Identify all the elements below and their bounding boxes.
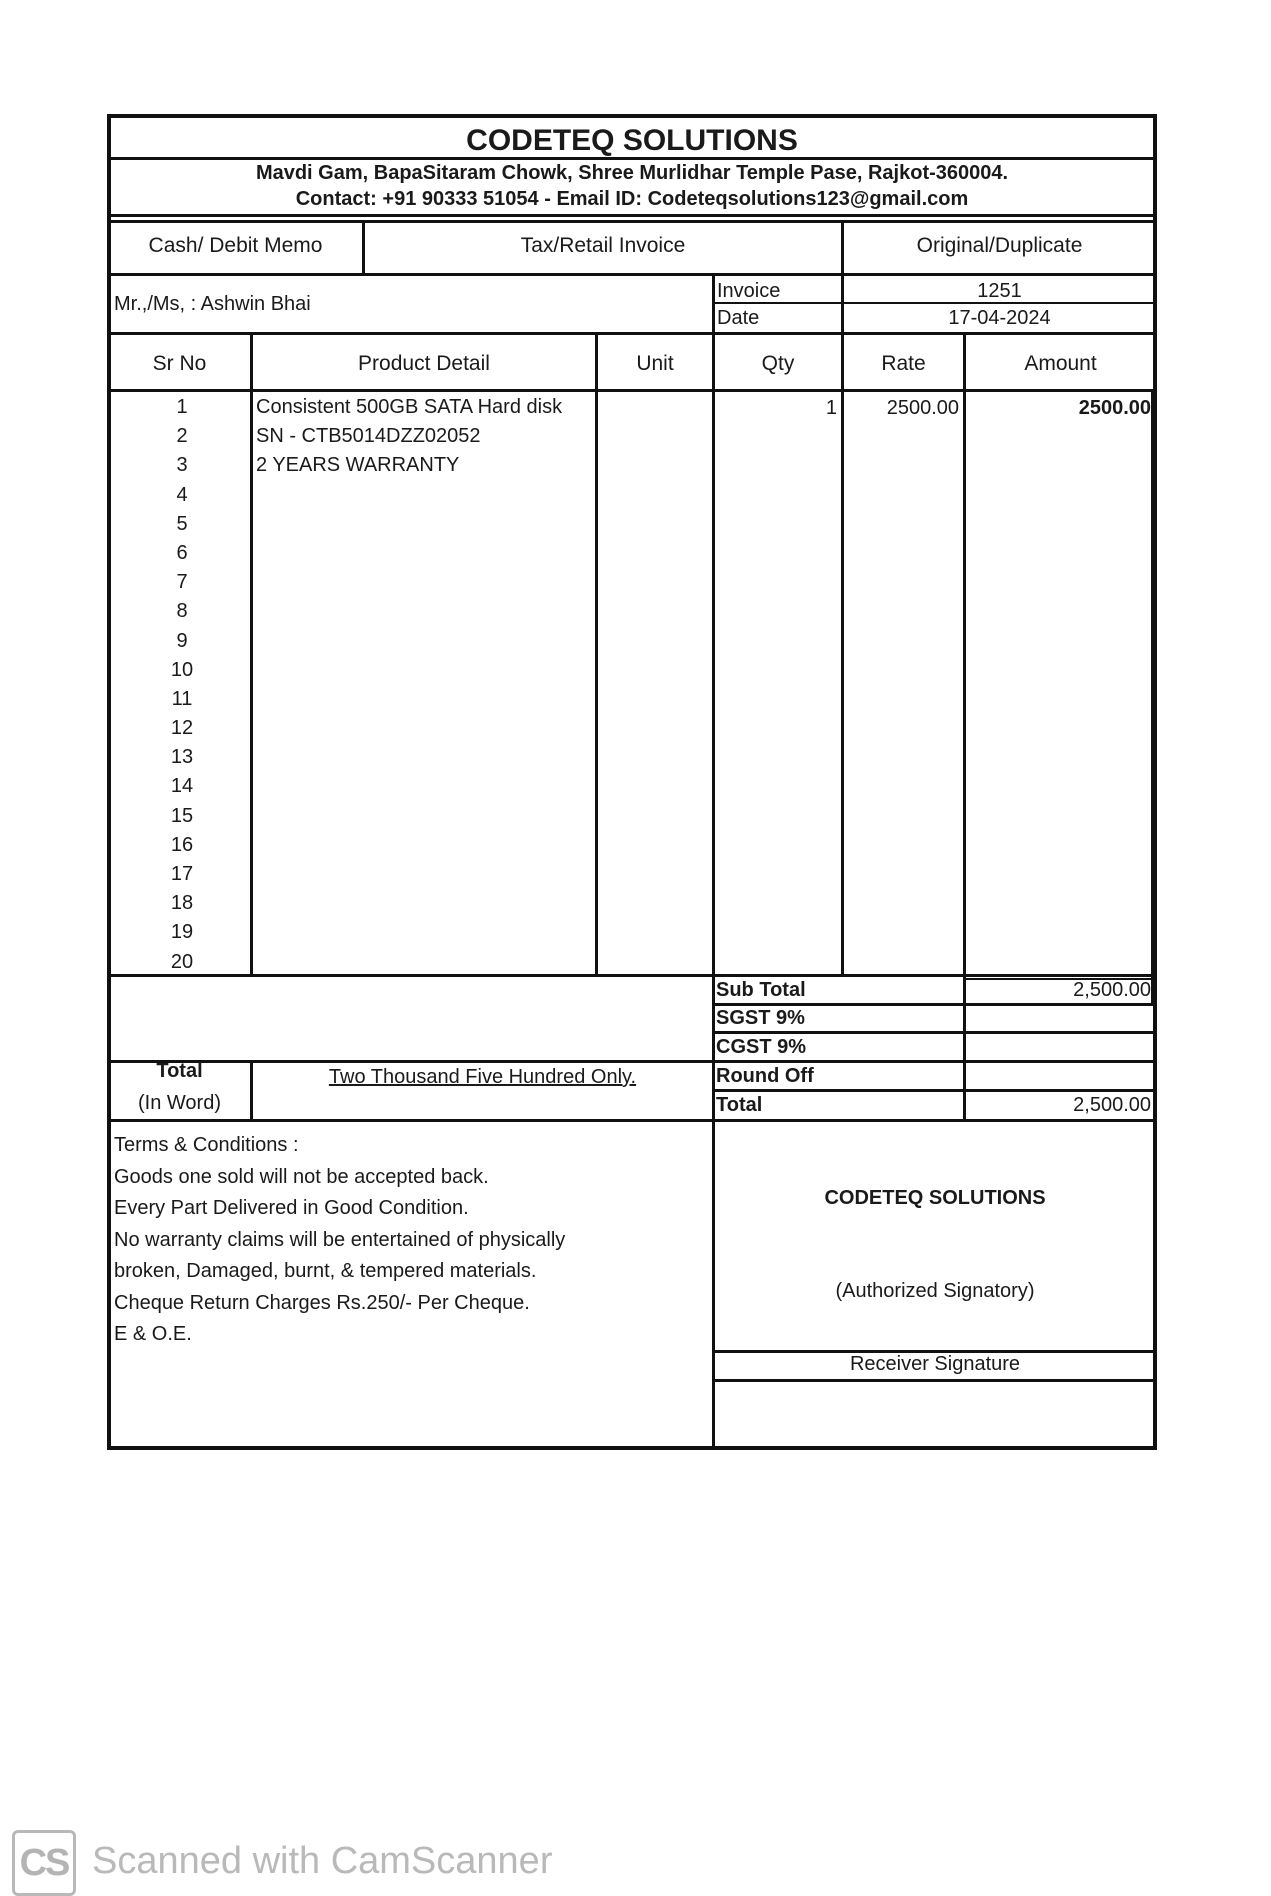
company-contact: Contact: +91 90333 51054 - Email ID: Codeteqsolutions123@gmail.com (295, 188, 969, 210)
header-qty: Qty (761, 352, 795, 375)
header-amount: Amount (1024, 352, 1097, 375)
sr-number: 1 (176, 396, 188, 418)
product-line: 2 YEARS WARRANTY (256, 454, 460, 477)
terms-line: Cheque Return Charges Rs.250/- Per Cheque. (114, 1291, 530, 1314)
sr-number: 8 (176, 600, 188, 623)
divider (109, 332, 1155, 335)
divider (109, 1119, 1155, 1122)
divider (1151, 389, 1155, 1005)
product-detail-column (256, 393, 562, 481)
terms-line: broken, Damaged, burnt, & tempered materials. (114, 1260, 537, 1282)
sr-number: 14 (170, 775, 194, 798)
terms-line: Goods one sold will not be accepted back. (114, 1165, 489, 1188)
sr-number: 11 (171, 687, 193, 710)
item-amount: 2500.00 (1078, 397, 1151, 419)
sub-total-value: 2,500.00 (1073, 979, 1151, 1001)
product-line: Consistent 500GB SATA Hard disk (256, 396, 563, 418)
company-name: CODETEQ SOLUTIONS (466, 124, 798, 157)
invoice-date: 17-04-2024 (948, 307, 1051, 329)
divider (109, 214, 1155, 217)
sr-number: 16 (170, 833, 194, 856)
divider (109, 974, 1155, 977)
total-label: Total (716, 1094, 763, 1116)
sr-number-column (114, 393, 250, 977)
amount-in-words: Two Thousand Five Hundred Only. (328, 1066, 637, 1088)
divider (109, 220, 1155, 223)
sr-number: 12 (170, 717, 194, 740)
divider (715, 1379, 1155, 1382)
round-off-label: Round Off (716, 1065, 814, 1087)
sr-number: 20 (170, 950, 194, 973)
invoice-label: Invoice (717, 280, 781, 302)
date-label: Date (717, 307, 760, 329)
terms-line: E & O.E. (114, 1323, 192, 1345)
sr-number: 6 (176, 541, 188, 564)
divider (712, 276, 715, 332)
cgst-label: CGST 9% (716, 1036, 807, 1058)
sr-number: 19 (170, 921, 194, 944)
header-unit: Unit (636, 352, 674, 375)
company-address: Mavdi Gam, BapaSitaram Chowk, Shree Murlidhar Temple Pase, Rajkot-360004. (255, 162, 1009, 184)
authorized-signatory: (Authorized Signatory) (835, 1280, 1035, 1302)
product-line: SN - CTB5014DZZ02052 (256, 425, 481, 448)
terms-heading: Terms & Conditions : (114, 1134, 299, 1156)
invoice-type: Tax/Retail Invoice (520, 234, 686, 257)
divider (715, 1031, 1155, 1034)
divider (109, 273, 1155, 276)
in-word-label: (In Word) (138, 1092, 221, 1114)
sgst-label: SGST 9% (716, 1007, 805, 1029)
terms-conditions (114, 1130, 565, 1351)
terms-line: Every Part Delivered in Good Condition. (114, 1197, 469, 1219)
invoice-number: 1251 (977, 280, 1022, 302)
header-sr-no: Sr No (152, 352, 207, 375)
sr-number: 9 (176, 629, 188, 652)
divider (841, 335, 844, 975)
in-word-total-label: Total (156, 1060, 203, 1082)
item-qty: 1 (825, 397, 837, 419)
camscanner-logo-icon: CS (12, 1830, 76, 1896)
camscanner-watermark: Scanned with CamScanner (92, 1840, 553, 1882)
sr-number: 2 (176, 425, 188, 448)
copy-type: Original/Duplicate (916, 234, 1083, 257)
divider (715, 1060, 1155, 1063)
sr-number: 7 (176, 571, 188, 594)
sr-number: 3 (176, 454, 188, 477)
header-rate: Rate (881, 352, 926, 375)
divider (595, 335, 598, 975)
sr-number: 13 (170, 746, 194, 769)
divider (109, 389, 1155, 392)
sr-number: 10 (170, 658, 194, 681)
sub-total-label: Sub Total (716, 979, 806, 1001)
divider (250, 335, 253, 975)
receiver-signature-label: Receiver Signature (849, 1353, 1021, 1375)
sr-number: 5 (176, 512, 188, 535)
sr-number: 4 (176, 483, 188, 506)
divider (712, 302, 1155, 304)
total-value: 2,500.00 (1073, 1094, 1151, 1116)
signature-company: CODETEQ SOLUTIONS (824, 1187, 1046, 1209)
divider (109, 157, 1155, 160)
item-rate: 2500.00 (886, 397, 959, 419)
terms-line: No warranty claims will be entertained of physically (114, 1228, 566, 1251)
divider (715, 1003, 1155, 1006)
header-product-detail: Product Detail (358, 352, 490, 375)
sr-number: 15 (170, 804, 194, 827)
memo-type: Cash/ Debit Memo (148, 234, 323, 257)
sr-number: 18 (170, 892, 194, 915)
customer-name: Mr.,/Ms, : Ashwin Bhai (114, 293, 311, 315)
sr-number: 17 (170, 863, 194, 885)
divider (715, 1089, 1155, 1092)
